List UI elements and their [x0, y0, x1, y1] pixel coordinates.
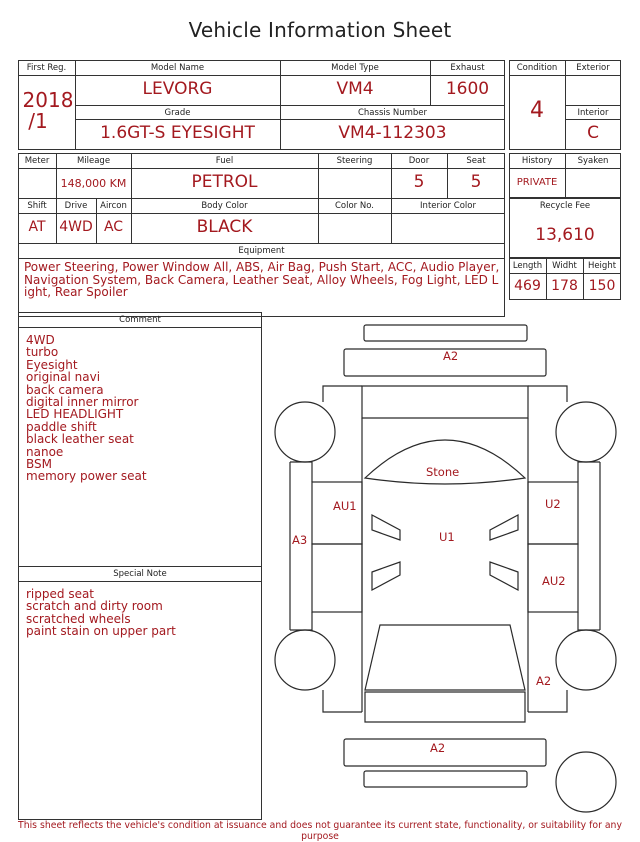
- recycle-fee-value: 13,610: [535, 225, 595, 245]
- shift-value: AT: [28, 219, 46, 235]
- special-note-item: scratched wheels: [26, 611, 131, 626]
- comment-item: 4WD: [26, 333, 55, 347]
- damage-left-front-door: AU1: [333, 499, 357, 513]
- meter-label: Meter: [24, 156, 50, 166]
- condition-value: 4: [530, 98, 544, 123]
- aircon-label: Aircon: [100, 201, 127, 211]
- first-reg-month: /1: [28, 109, 48, 133]
- grade-label: Grade: [164, 108, 191, 118]
- comment-item: Eyesight: [26, 357, 78, 372]
- mileage-label: Mileage: [76, 156, 111, 166]
- steering-label: Steering: [336, 156, 373, 166]
- damage-right-rear-quarter: A2: [536, 674, 552, 688]
- comment-item: LED HEADLIGHT: [26, 407, 124, 422]
- shift-label: Shift: [27, 201, 47, 211]
- width-value: 178: [551, 278, 578, 294]
- drive-label: Drive: [64, 201, 88, 211]
- special-note-item: scratch and dirty room: [26, 599, 163, 614]
- comment-item: paddle shift: [26, 419, 97, 434]
- door-value: 5: [413, 172, 425, 192]
- chassis-value: VM4-112303: [338, 123, 447, 143]
- body-color-value: BLACK: [196, 217, 253, 237]
- length-value: 469: [514, 278, 541, 294]
- comment-label: Comment: [119, 315, 161, 325]
- history-label: History: [521, 156, 553, 166]
- comment-item: turbo: [26, 345, 59, 360]
- fuel-value: PETROL: [191, 172, 258, 192]
- damage-front-bumper: A2: [443, 349, 459, 363]
- body-color-label: Body Color: [201, 201, 248, 211]
- syaken-label: Syaken: [577, 156, 609, 166]
- special-note-item: paint stain on upper part: [26, 624, 176, 639]
- history-value: PRIVATE: [516, 177, 558, 188]
- comment-item: black leather seat: [26, 432, 134, 447]
- aircon-value: AC: [103, 219, 124, 235]
- model-type-value: VM4: [336, 79, 374, 99]
- exterior-label: Exterior: [576, 63, 610, 73]
- height-value: 150: [588, 278, 616, 294]
- disclaimer-footer: This sheet reflects the vehicle's condition at issuance and does not guarantee its current state, functionality, or suitability for any purpose: [18, 820, 622, 842]
- comment-item: memory power seat: [26, 469, 147, 484]
- special-note-item: ripped seat: [26, 587, 95, 601]
- special-note-list: [26, 588, 176, 638]
- equipment-label: Equipment: [238, 246, 285, 256]
- damage-rear-bumper: A2: [430, 741, 446, 755]
- damage-left-side: A3: [292, 533, 308, 547]
- door-label: Door: [408, 156, 430, 166]
- length-label: Length: [512, 261, 543, 271]
- seat-label: Seat: [466, 156, 486, 166]
- model-type-label: Model Type: [331, 63, 379, 73]
- comment-item: digital inner mirror: [26, 395, 139, 410]
- page-title: Vehicle Information Sheet: [188, 18, 452, 42]
- first-reg-label: First Reg.: [26, 63, 67, 73]
- damage-right-rear-door: AU2: [542, 574, 566, 588]
- fuel-label: Fuel: [215, 156, 234, 166]
- condition-label: Condition: [516, 63, 558, 73]
- first-reg-year: 2018: [22, 88, 74, 112]
- recycle-fee-label: Recycle Fee: [539, 201, 591, 211]
- height-label: Height: [587, 261, 617, 271]
- comment-item: back camera: [26, 382, 104, 397]
- special-note-label: Special Note: [113, 569, 167, 579]
- equipment-value: Power Steering, Power Window All, ABS, Air Bag, Push Start, ACC, Audio Player, Navigation System, Back Camera, Leather Seat, Alloy Wheels, Fog Light, LED Light, Rear Spoiler: [24, 260, 500, 299]
- seat-value: 5: [470, 172, 482, 192]
- comment-item: BSM: [26, 457, 52, 472]
- interior-color-label: Interior Color: [420, 201, 476, 211]
- width-label: Widht: [552, 261, 577, 271]
- interior-value: C: [587, 123, 599, 143]
- damage-right-front-door: U2: [545, 497, 561, 511]
- exhaust-value: 1600: [445, 79, 490, 99]
- mileage-value: 148,000 KM: [60, 177, 127, 190]
- comment-item: original navi: [26, 370, 101, 385]
- comment-list: [26, 334, 147, 483]
- exhaust-label: Exhaust: [450, 63, 485, 73]
- interior-label: Interior: [577, 108, 609, 118]
- model-name-label: Model Name: [150, 63, 205, 73]
- damage-center: U1: [439, 530, 455, 544]
- car-damage-diagram: [262, 318, 634, 818]
- model-name-value: LEVORG: [142, 79, 213, 99]
- grade-value: 1.6GT-S EYESIGHT: [100, 123, 255, 143]
- damage-roof: Stone: [426, 465, 460, 479]
- comment-item: nanoe: [26, 444, 64, 459]
- drive-value: 4WD: [59, 219, 93, 235]
- chassis-label: Chassis Number: [357, 108, 428, 118]
- color-no-label: Color No.: [334, 201, 374, 211]
